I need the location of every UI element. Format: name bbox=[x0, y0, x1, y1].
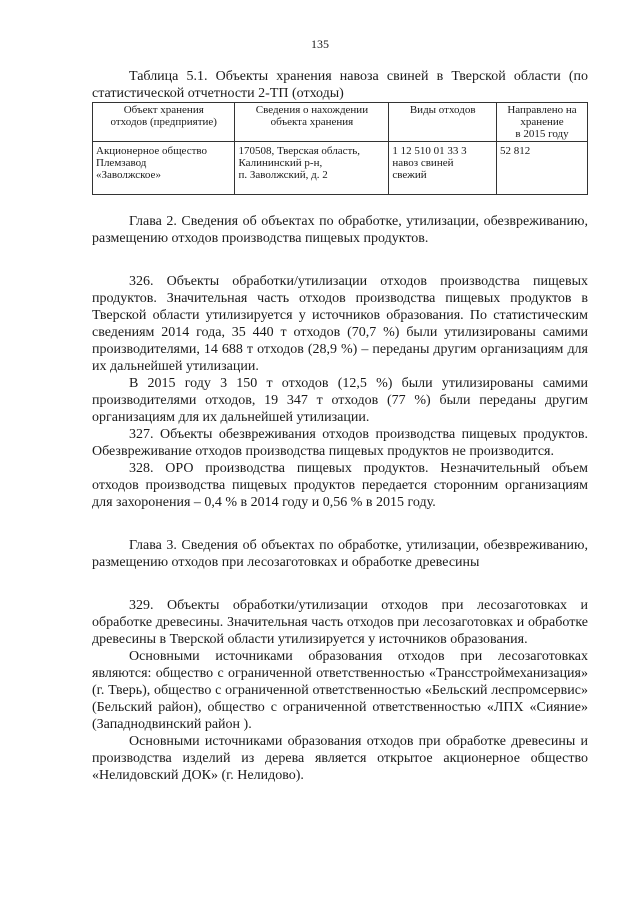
paragraph-logging-sources: Основными источниками образования отходов при лесозаготовках являются: общество с ограниченной ответственностью «Трансстроймеханизация» (г. Тверь), общество с ограниченной ответственностью «Бельский леспромсервис» (Бельский район), общество с ограниченной ответственностью «ЛПХ «Сияние» (Западнодвинский район ). bbox=[92, 649, 588, 732]
paragraph-woodworking-sources: Основными источниками образования отходов при обработке древесины и производства изделий из дерева является открытое акционерное общество «Нелидовский ДОК» (г. Нелидово). bbox=[92, 734, 588, 783]
table-header-row bbox=[93, 103, 588, 142]
document-body bbox=[92, 68, 588, 784]
table-header-cell: Направлено на хранение в 2015 году bbox=[497, 103, 588, 142]
table-header-cell: Объект хранения отходов (предприятие) bbox=[93, 103, 235, 142]
table-cell: 52 812 bbox=[497, 142, 588, 195]
paragraph-327: 327. Объекты обезвреживания отходов производства пищевых продуктов. Обезвреживание отходов производства пищевых продуктов не производится. bbox=[92, 427, 588, 459]
page-number: 135 bbox=[311, 37, 329, 51]
table-caption: Таблица 5.1. Объекты хранения навоза свиней в Тверской области (по статистической отчетности 2-ТП (отходы) bbox=[92, 69, 588, 101]
table-cell: Акционерное общество Племзавод «Заволжское» bbox=[93, 142, 235, 195]
table-header-cell: Сведения о нахождении объекта хранения bbox=[235, 103, 389, 142]
paragraph-329: 329. Объекты обработки/утилизации отходов при лесозаготовках и обработке древесины. Значительная часть отходов при лесозаготовках и обработке древесины в Тверской области утилизируется у источников образования. bbox=[92, 598, 588, 647]
paragraph-326: 326. Объекты обработки/утилизации отходов производства пищевых продуктов. Значительная часть отходов производства пищевых продуктов в Тверской области утилизируется у источников образования. По статистическим сведениям 2014 года, 35 440 т отходов (70,7 %) были утилизированы самими производителями, 14 688 т отходов (28,9 %) – переданы другим организациям для их дальнейшей утилизации. bbox=[92, 274, 588, 374]
table-row bbox=[93, 142, 588, 195]
table-header-cell: Виды отходов bbox=[389, 103, 497, 142]
paragraph-2015-utilization: В 2015 году 3 150 т отходов (12,5 %) были утилизированы самими производителями отходов, 19 347 т отходов (77 %) были переданы другим организациям для их дальнейшей утилизации. bbox=[92, 376, 588, 425]
chapter-2-heading: Глава 2. Сведения об объектах по обработке, утилизации, обезвреживанию, размещению отходов производства пищевых продуктов. bbox=[92, 214, 588, 246]
chapter-3-heading: Глава 3. Сведения об объектах по обработке, утилизации, обезвреживанию, размещению отходов при лесозаготовках и обработке древесины bbox=[92, 538, 588, 570]
table-cell: 1 12 510 01 33 3 навоз свиней свежий bbox=[389, 142, 497, 195]
paragraph-328: 328. ОРО производства пищевых продуктов. Незначительный объем отходов производства пищевых продуктов передается сторонним организациям для захоронения – 0,4 % в 2014 году и 0,56 % в 2015 году. bbox=[92, 461, 588, 510]
table-cell: 170508, Тверская область, Калининский р-н, п. Заволжский, д. 2 bbox=[235, 142, 389, 195]
storage-table bbox=[92, 102, 588, 195]
